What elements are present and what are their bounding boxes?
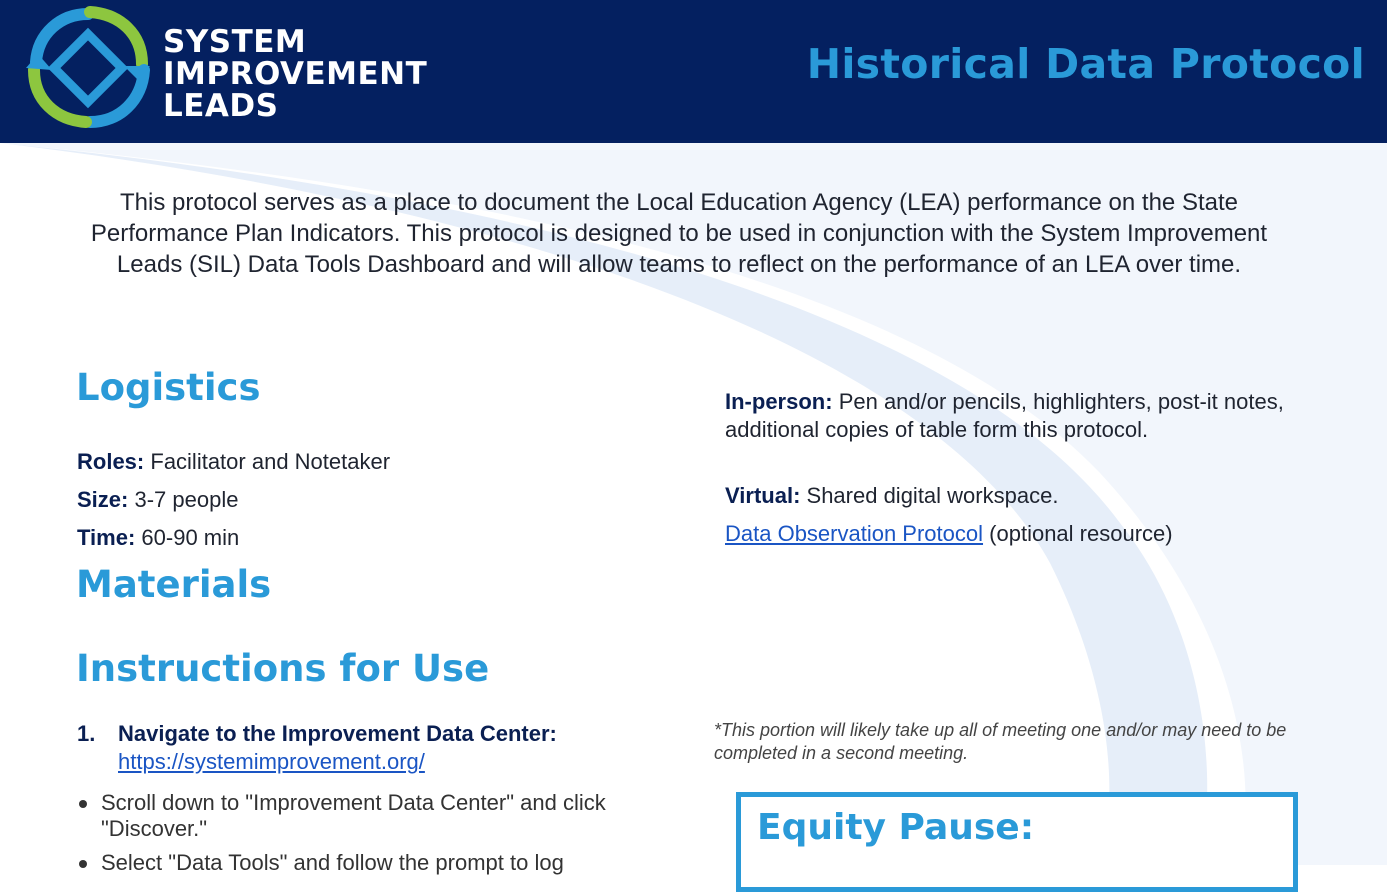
time-row	[77, 525, 239, 551]
size-row	[77, 487, 238, 513]
list-item	[77, 850, 657, 876]
time-label: Time:	[77, 525, 136, 550]
resource-suffix: (optional resource)	[989, 521, 1173, 546]
size-value: 3-7 people	[134, 487, 239, 512]
virtual-materials	[725, 483, 1058, 509]
sil-logo-icon	[24, 4, 152, 130]
instructions-heading: Instructions for Use	[76, 647, 490, 690]
list-item	[77, 790, 657, 842]
page-title: Historical Data Protocol	[806, 40, 1365, 88]
virtual-value: Shared digital workspace.	[806, 483, 1059, 508]
systemimprovement-link[interactable]: https://systemimprovement.org/	[118, 749, 425, 774]
bullet-icon	[79, 800, 87, 808]
bullet-text: Scroll down to "Improvement Data Center" and click "Discover."	[101, 790, 606, 841]
roles-row	[77, 449, 390, 475]
materials-heading: Materials	[76, 563, 272, 606]
meeting-note: *This portion will likely take up all of meeting one and/or may need to be completed in a second meeting.	[714, 720, 1287, 763]
inperson-value: Pen and/or pencils, highlighters, post-it notes, additional copies of table form this protocol.	[725, 389, 1284, 442]
data-observation-protocol-link[interactable]: Data Observation Protocol	[725, 521, 984, 546]
logo-line-2: IMPROVEMENT	[163, 56, 428, 92]
intro-paragraph: This protocol serves as a place to document the Local Education Agency (LEA) performance on the State Performance Plan Indicators. This protocol is designed to be used in conjunction with the System Improvement Leads (SIL) Data Tools Dashboard and will allow teams to reflect on the performance of an LEA over time.	[90, 189, 1268, 278]
inperson-materials	[725, 388, 1305, 444]
logistics-heading: Logistics	[76, 366, 261, 409]
equity-pause-box	[736, 792, 1298, 892]
virtual-label: Virtual:	[725, 483, 801, 508]
inperson-label: In-person:	[725, 389, 833, 414]
equity-pause-title: Equity Pause:	[757, 807, 1035, 848]
step-title: Navigate to the Improvement Data Center:	[118, 721, 557, 746]
instruction-bullets	[77, 790, 657, 884]
roles-value: Facilitator and Notetaker	[150, 449, 391, 474]
roles-label: Roles:	[77, 449, 145, 474]
logo-wordmark	[163, 26, 427, 122]
logo-line-3: LEADS	[163, 88, 279, 124]
size-label: Size:	[77, 487, 129, 512]
page-header	[0, 0, 1387, 143]
resource-row	[725, 521, 1173, 547]
logo-line-1: SYSTEM	[163, 24, 307, 60]
time-value: 60-90 min	[141, 525, 240, 550]
bullet-text: Select "Data Tools" and follow the prompt to log	[101, 850, 564, 875]
instruction-step-1	[77, 720, 557, 776]
bullet-icon	[79, 860, 87, 868]
step-number: 1.	[77, 721, 96, 746]
